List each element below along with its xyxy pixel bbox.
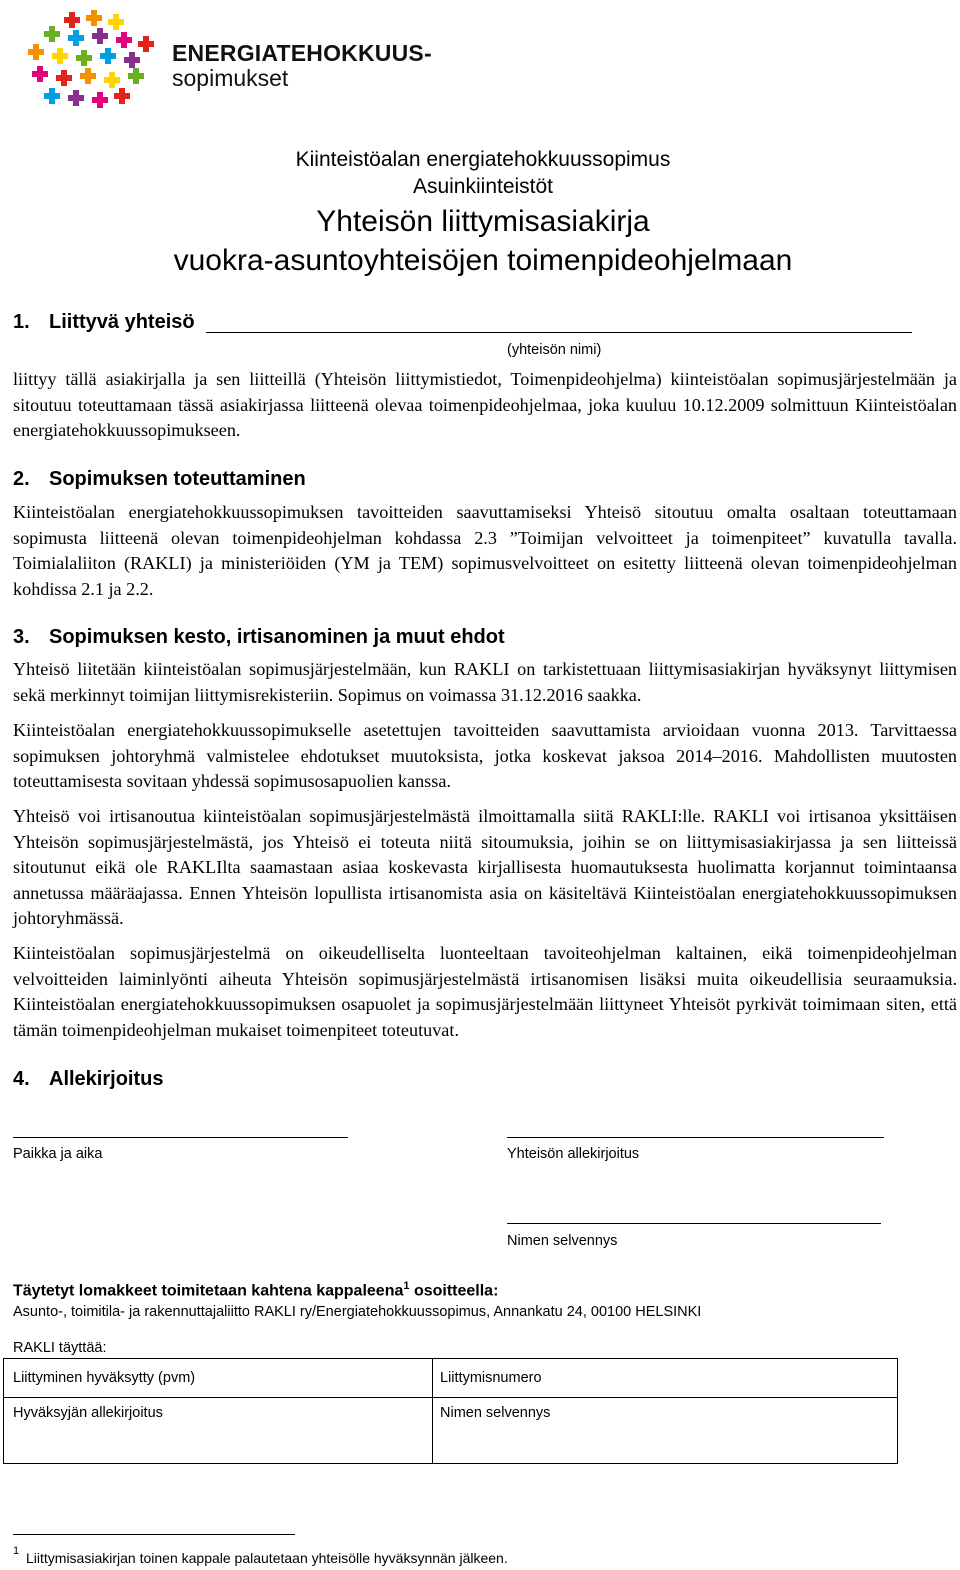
logo-cross-icon (114, 88, 130, 104)
section-4-heading (13, 1068, 163, 1091)
section-number: 1. (13, 311, 30, 333)
section-3-heading (13, 626, 505, 649)
delivery-address: Asunto-, toimitila- ja rakennuttajaliitto RAKLI ry/Energiatehokkuussopimus, Annankatu 24, 00100 HELSINKI (13, 1304, 702, 1320)
logo-cross-icon (68, 90, 84, 106)
approved-date-cell[interactable]: Liittyminen hyväksytty (pvm) (13, 1370, 196, 1386)
rakli-approval-table (3, 1358, 898, 1464)
logo-cross-icon (44, 88, 60, 104)
section-number: 4. (13, 1068, 30, 1090)
signature-label: Yhteisön allekirjoitus (507, 1146, 640, 1162)
document-title: Yhteisön liittymisasiakirja (316, 205, 650, 238)
logo-text-line1: ENERGIATEHOKKUUS- (172, 40, 432, 66)
table-divider-horizontal (4, 1397, 897, 1398)
logo-cross-icon (44, 26, 60, 42)
rakli-fill-label: RAKLI täyttää: (13, 1340, 107, 1356)
logo-cross-icon (52, 48, 68, 64)
footnote-text: Liittymisasiakirjan toinen kappale palautetaan yhteisölle hyväksynnän jälkeen. (26, 1550, 508, 1566)
approver-signature-cell[interactable]: Hyväksyjän allekirjoitus (13, 1405, 163, 1421)
join-number-cell[interactable]: Liittymisnumero (440, 1370, 542, 1386)
section-3-paragraph-1: Yhteisö liitetään kiinteistöalan sopimusjärjestelmään, kun RAKLI on tarkistettuaan liittymisasiakirjan hyväksynyt liittymisen sekä merkinnyt toimijan liittymisrekisteriin. Sopimus on voimassa 31.12.2016 saakka. (13, 659, 957, 705)
name-clarification-field-line[interactable] (507, 1223, 881, 1224)
logo-cross-icon (68, 30, 84, 46)
section-title: Sopimuksen toteuttaminen (49, 468, 306, 490)
community-name-field-line[interactable] (206, 332, 912, 333)
delivery-title-text: Täytetyt lomakkeet toimitetaan kahtena kappaleena (13, 1282, 404, 1300)
section-number: 3. (13, 626, 30, 648)
logo-cross-icon (128, 68, 144, 84)
section-3-paragraph-2: Kiinteistöalan energiatehokkuussopimukselle asetettujen tavoitteiden saavuttamista arvioidaan vuonna 2013. Tarvittaessa sopimuksen johtoryhmä valmistelee ehdotukset muutoksista, jotka koskevat jaksoa 2014–2016. Mahdollisten muutosten toteuttamisesta sovitaan yhdessä sopimusosapuolien kanssa. (13, 720, 957, 791)
section-2-paragraph: Kiinteistöalan energiatehokkuussopimuksen tavoitteiden saavuttamiseksi Yhteisö sitoutuu omalta osaltaan toteuttamaan sopimusta liitteenä olevan toimenpideohjelman kohdassa 2.3 ”Toimijan velvoitteet ja toimenpiteet” kuvatulla tavalla. Toimialaliiton (RAKLI) ja ministeriöiden (YM ja TEM) sopimusvelvoitteet on esitetty liitteenä olevan toimenpideohjelman kohdissa 2.1 ja 2.2. (13, 502, 957, 599)
community-name-caption: (yhteisön nimi) (507, 342, 602, 358)
place-time-label: Paikka ja aika (13, 1146, 103, 1162)
section-1-paragraph: liittyy tällä asiakirjalla ja sen liitteillä (Yhteisön liittymistiedot, Toimenpideohjelma) kiinteistöalan sopimusjärjestelmään ja sitoutuu toteuttamaan tässä asiakirjassa liitteenä olevaa toimenpideohjelmaa, joka kuuluu 10.12.2009 solmittuun Kiinteistöalan energiatehokkuussopimukseen. (13, 369, 957, 440)
signature-field-line[interactable] (507, 1137, 884, 1138)
footnote-separator (13, 1534, 295, 1535)
logo-cross-icon (108, 14, 124, 30)
logo-cross-icon (80, 68, 96, 84)
logo-cross-icon (28, 44, 44, 60)
logo-cross-icon (64, 12, 80, 28)
logo-cross-icon (100, 48, 116, 64)
section-title: Sopimuksen kesto, irtisanominen ja muut ehdot (49, 626, 505, 648)
logo-cross-icon (124, 52, 140, 68)
name-clarification-label: Nimen selvennys (507, 1233, 618, 1249)
logo-text-line2: sopimukset (172, 65, 289, 91)
footnote-mark: 1 (13, 1545, 20, 1557)
approver-name-clarification-cell[interactable]: Nimen selvennys (440, 1405, 551, 1421)
logo-cross-icon (76, 50, 92, 66)
document-subtitle-sector: Asuinkiinteistöt (412, 175, 554, 198)
place-time-field-line[interactable] (13, 1137, 348, 1138)
logo-cross-icon (86, 10, 102, 26)
section-2-heading (13, 468, 306, 491)
logo-cross-icon (32, 66, 48, 82)
section-1-heading (13, 311, 195, 334)
section-title: Liittyvä yhteisö (49, 311, 195, 333)
section-number: 2. (13, 468, 30, 490)
logo-cross-icon (116, 32, 132, 48)
logo-cross-icon (104, 72, 120, 88)
logo-mark-icon (22, 6, 162, 114)
document-subtitle-agreement: Kiinteistöalan energiatehokkuussopimus (295, 148, 671, 171)
delivery-instructions-title (13, 1280, 498, 1300)
logo-cross-icon (92, 92, 108, 108)
document-title-line2: vuokra-asuntoyhteisöjen toimenpideohjelmaan (173, 244, 793, 277)
logo (22, 6, 432, 118)
logo-cross-icon (56, 70, 72, 86)
logo-cross-icon (138, 36, 154, 52)
footnote-reference: 1 (403, 1280, 410, 1292)
section-3-paragraph-4: Kiinteistöalan sopimusjärjestelmä on oikeudelliselta luonteeltaan tavoiteohjelman kaltainen, eikä toimenpideohjelman velvoitteiden laiminlyönti aiheuta Yhteisön sopimusjärjestelmästä irtisanomisen lisäksi muita oikeudellisia seuraamuksia. Kiinteistöalan energiatehokkuussopimuksen osapuolet ja sopimusjärjestelmään liittyneet Yhteisöt pyrkivät toimimaan siten, että tämän toimenpideohjelman mukaiset toimenpiteet toteutuvat. (13, 943, 957, 1040)
logo-cross-icon (92, 28, 108, 44)
section-title: Allekirjoitus (49, 1068, 164, 1090)
table-divider-vertical (432, 1359, 433, 1463)
section-3-paragraph-3: Yhteisö voi irtisanoutua kiinteistöalan sopimusjärjestelmästä ilmoittamalla siitä RAKLI:lle. RAKLI voi irtisanoa yksittäisen Yhteisön sopimusjärjestelmästä, jos Yhteisö ei toteuta niitä sitoumuksia, joihin se on liittymisasiakirjassa ja sen liitteissä sitoutunut eikä ole RAKLIlta saamastaan asiaa koskevasta kirjallisesta huomautuksesta huolimatta korjannut toimintaansa annetussa määräajassa. Ennen Yhteisön lopullista irtisanomista asia on käsiteltävä Kiinteistöalan energiatehokkuussopimuksen johtoryhmässä. (13, 806, 957, 928)
delivery-title-suffix: osoitteella: (409, 1282, 499, 1300)
